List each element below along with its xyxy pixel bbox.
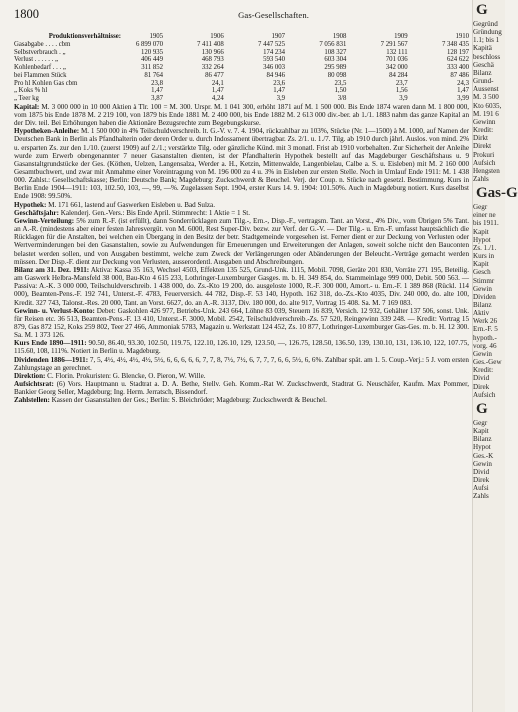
- entry-text: M. 1 500 000 in 4% Teilschuldverschreib. lt. G.-V. v. 7. 4. 1904, rückzahlbar zu 103%, Stücke (Nr. 1—1500) à M. 1000, auf Namen der Deutschen Bank in Berlin als Pfandhalterin oder deren Order u. durch Indossament übertragbar. Zs. 2/1. u. 1./7. Tilg. ab 1910 durch jährl. Auslos. von mind. 2% u. ersparten Zs. zur den 1./10. (zuerst 1909) auf 2./1.; verstärkte Tilg. oder gänzliche Künd. mit 3 monatl. Frist ab 1910 vorbehalten. Zur Sicherheit der Anleihe wurde zum Erwerb obengenannter 7 neuer Gasanstalten dienten, ist der Pfandhalterin Hypothek bestellt auf das Magdeburger Geschäftshaus u. 9 Gasanstaltgrundstücke der Ges. (Köthen, Uelzen, Langensalza, Werder a. H., Ketzin, Mittenwalde, Langenbielau, Calbe a. S. u. Eisleben) mit M. 2 160 000 Gesamtbuchwert, und zwar mit Anmahme einer Voreintragung von M. 196 000 zu 4 u. 3% in Eisleben zur ersten Stelle. Noch in Umlauf Ende 1911: M. 1 438 000. Zahlst.: Gesellschaftskasse; Berlin: Deutsche Bank; Magdeburg: Zuckschwerdt & Beuchel. Verj. der Coup. n. Stücke nach gesetzl. Bestimmung. Kurs in Berlin Ende 1904—1911: 103, 102.50, 103, —, 99, —%. Zugelassen Sept. 1904, erster Kurs 14. 9. 1904: 101.50%. Auch in Magdeburg notiert. Kurs daselbst Ende 1908: 99.50%.: [14, 127, 470, 201]
- stats-value-cell: 1,47: [457, 87, 469, 95]
- stats-value-cell: 81 764: [144, 71, 163, 79]
- entry-paragraph: [14, 103, 469, 127]
- page-number: 1800: [14, 7, 39, 21]
- stats-header-row: [14, 33, 469, 41]
- entry-paragraph: [14, 209, 469, 217]
- stats-value-cell: 23,8: [151, 79, 163, 87]
- entry-paragraph: [14, 380, 469, 396]
- adjacent-page-fragment: Grund-: [473, 77, 494, 86]
- stats-value-cell: 406 449: [141, 56, 163, 64]
- stats-value-cell: 7 056 831: [319, 40, 347, 48]
- adjacent-page-fragment: Aufsich: [473, 158, 496, 167]
- production-stats: [14, 33, 469, 103]
- adjacent-page-fragment: Direk: [473, 382, 490, 391]
- stats-value-cell: 7 447 525: [258, 40, 286, 48]
- adjacent-page-fragment: Kredit:: [473, 126, 494, 135]
- adjacent-page-fragment: Kurs in: [473, 252, 495, 261]
- adjacent-page-fragment: Gegr: [473, 203, 488, 212]
- stats-row-label: Gasabgabe . . . . cbm: [14, 40, 71, 48]
- adjacent-page-fragment: Gewin: [473, 284, 492, 293]
- stats-row: [14, 80, 469, 88]
- stats-value-cell: 4,24: [211, 95, 224, 102]
- entry-text: Kassen der Gasanstalten der Ges.; Berlin: S. Bleichröder; Magdeburg: Zuckschwerdt & Beuchel.: [51, 396, 327, 405]
- stats-value-cell: 624 622: [447, 56, 469, 64]
- stats-row-label: „ Teer kg: [14, 95, 39, 102]
- adjacent-page-fragment: Kapit: [473, 227, 489, 236]
- entry-paragraph: [14, 339, 469, 355]
- stats-value-cell: 128 197: [447, 48, 469, 56]
- entry-lead: Hypothek:: [14, 200, 47, 209]
- stats-row-label: bei Flammen Stück: [14, 71, 67, 79]
- entry-text: M. 3 000 000 in 10 000 Aktien à Tlr. 100 = M. 300. Urspr. M. 1 041 300, erhöht 1871 auf M. 1 500 000. Bis Ende 1874 waren dann M. 1 800 000, vom 1875 bis Ende 1878 M. 2 219 100, von 1879 bis Ende 1881 M. 2 400 000, bis Ende 1882 M. 2 613 000 div.-ber. ab 1./1. 1883 nahm das ganze Kapital an der Div. teil. Bei Erhöhungen haben die Aktionäre Bezugsrechte zum Begebungskurse.: [14, 102, 470, 128]
- stats-row-label: Verlust . . . . . . „: [14, 56, 58, 64]
- adjacent-page-fragment: M. 191 6: [473, 109, 499, 118]
- stats-row-label: Kohlenbedarf . . . „: [14, 64, 66, 71]
- year-cell: 1907: [271, 33, 286, 40]
- adjacent-page-fragment: Gewin: [473, 349, 492, 358]
- main-column: [14, 7, 470, 405]
- stats-value-cell: 3,87: [151, 95, 163, 102]
- entry-paragraph: [14, 127, 469, 200]
- stats-row-label: „ Koks % hl: [14, 87, 48, 95]
- stats-value-cell: 7 291 567: [380, 40, 408, 48]
- year-cell: 1906: [210, 33, 224, 40]
- stats-value-cell: 24,1: [211, 79, 224, 87]
- stats-value-cell: 23,6: [273, 79, 286, 87]
- stats-row: [14, 41, 469, 49]
- production-table: [14, 33, 469, 103]
- entry-paragraph: [14, 266, 469, 307]
- stats-value-cell: 87 486: [450, 71, 469, 79]
- adjacent-page-fragment: Ges.-K: [473, 451, 494, 460]
- year-cell: 1905: [149, 33, 163, 40]
- stats-row: [14, 95, 469, 103]
- adjacent-page-fragment: Zs. 1./1.: [473, 243, 497, 252]
- stats-value-cell: 108 327: [324, 48, 347, 56]
- stats-value-cell: 1,47: [151, 87, 163, 95]
- stats-value-cell: 132 111: [386, 48, 408, 56]
- stats-value-cell: 84 284: [389, 71, 408, 79]
- adjacent-page-fragment: Bilanz: [473, 68, 492, 77]
- adjacent-page-fragment: Werk 26: [473, 317, 498, 326]
- stats-row: [14, 72, 469, 80]
- adjacent-page-fragment: Prokuri: [473, 150, 495, 159]
- adjacent-page-fragment: Dividen: [473, 292, 496, 301]
- running-title: Gas-Gesellschaften.: [238, 10, 309, 20]
- adjacent-page-fragment: Gewinn: [473, 117, 496, 126]
- adjacent-page-fragment: Gegründ: [473, 20, 498, 28]
- entry-text: C. Florin. Prokuristen: G. Blencke, O. Pieron, W. Wille.: [47, 371, 206, 380]
- entry-lead: Dividenden 1886—1911:: [14, 355, 89, 364]
- entry-text: (6) Vors. Hauptmann u. Stadtrat a. D. A. Bethe, Stellv. Geh. Komm.-Rat W. Zuckschwerdt, Stadtrat G. Neuschäfer, Kaufm. Max Pommer, Bankier Georg Seller, Magdeburg; Ing. Herm. Jerratsch, Bissendorf.: [14, 380, 470, 397]
- entry-lead: Direktion:: [14, 371, 46, 380]
- adjacent-page-column: [472, 0, 518, 712]
- stats-value-cell: 1,56: [395, 87, 408, 95]
- entry-lead: Aufsichtsrat:: [14, 380, 54, 389]
- adjacent-page-fragment: Divid: [473, 374, 490, 383]
- stats-value-cell: 593 540: [263, 56, 286, 64]
- adjacent-page-fragment: Aktiv: [473, 309, 490, 318]
- stats-row: [14, 49, 469, 57]
- adjacent-page-fragment: Zahls: [473, 492, 489, 501]
- entry-paragraph: [14, 201, 469, 209]
- stats-value-cell: 3,9: [399, 95, 408, 102]
- adjacent-page-fragment: Aussenst: [473, 85, 499, 94]
- year-cell: 1909: [394, 33, 408, 40]
- entry-body: [14, 103, 469, 405]
- stats-value-cell: 7 348 435: [441, 40, 469, 48]
- entry-lead: Gewinn- u. Verlust-Konto:: [14, 306, 95, 315]
- stats-value-cell: 603 304: [324, 56, 347, 64]
- adjacent-page-fragment: Gesch: [473, 268, 491, 277]
- entry-text: M. 171 661, lastend auf Gaswerken Eisleben u. Bad Sulza.: [48, 200, 215, 209]
- entry-text: 7, 5, 4½, 4½, 4½, 4½, 5½, 6, 6, 6, 6, 6, 7, 7, 8, 7½, 7½, 6, 7, 7, 7, 6, 6, 5½, 6, 6%. Zahlbar spät. am 1. 5. Coup.-Verj.: 5 J. vom ersten Zahlungstage an gerechnet.: [14, 355, 469, 372]
- stats-row: [14, 56, 469, 64]
- adjacent-page-fragment: beschloss: [473, 52, 501, 61]
- stats-value-cell: 468 793: [201, 56, 224, 64]
- entry-paragraph: [14, 307, 469, 340]
- entry-lead: Kapital:: [14, 102, 40, 111]
- adjacent-page-fragment: Direkt: [473, 142, 492, 151]
- stats-value-cell: 23,7: [395, 79, 408, 87]
- adjacent-page-fragment: Zahls: [473, 174, 489, 183]
- adjacent-page-fragment: Aufsi: [473, 484, 489, 493]
- adjacent-page-fragment: hypoth.-: [473, 333, 497, 342]
- adjacent-page-fragment: Hypot: [473, 443, 491, 452]
- adjacent-page-fragment: Stimmr: [473, 276, 495, 285]
- stats-value-cell: 311 852: [141, 64, 163, 71]
- adjacent-page-fragment: Ern.-F. 5: [473, 325, 498, 334]
- entry-paragraph: [14, 372, 469, 380]
- adjacent-page-fragment: Bilanz: [473, 301, 492, 309]
- adjacent-page-fragment: Gründung: [473, 28, 502, 37]
- entry-lead: Zahlstellen:: [14, 396, 50, 405]
- adjacent-page-fragment: Aufsich: [473, 390, 496, 399]
- stats-heading: Produktionsverhältnisse:: [48, 33, 121, 40]
- stats-value-cell: 23,5: [334, 79, 347, 87]
- stats-value-cell: 24,3: [457, 79, 469, 87]
- adjacent-page-fragment: bis 1911.: [473, 219, 499, 228]
- adjacent-page-fragment: Hypot: [473, 235, 491, 244]
- adjacent-page-fragment: Kredit:: [473, 366, 494, 375]
- stats-value-cell: 333 400: [447, 64, 469, 71]
- adjacent-page-fragment: einer ne: [473, 211, 496, 220]
- stats-row-label: Selbstverbrauch . „: [14, 48, 66, 56]
- entry-paragraph: [14, 396, 469, 404]
- stats-value-cell: 342 000: [385, 64, 408, 71]
- adjacent-page-fragment: Direk: [473, 475, 490, 484]
- stats-value-cell: 3,9: [276, 95, 286, 102]
- stats-value-cell: 174 234: [263, 48, 286, 56]
- stats-value-cell: 3,99: [457, 95, 469, 102]
- stats-value-cell: 120 935: [141, 48, 163, 56]
- entry-text: 5% zum R.-F. (ist erfüllt), dann Sonderrücklagen zum Tilg.-, Ern.-, Disp.-F., vertragsm. Tant. an Vorst., 4% Div., vom Übrigen 5% Tant. an A.-R. (mindestens aber einer festen Jahresvergüt. von M. 6000, Rest Super-Div. bezw. zur Verf. der G.-V. — Der Tilg.- u. Ern.-F. umfasst hauptsächlich die Rücklagen für die Anstalten, bei welchen ein Übergang in den Besitz der betr. Stadtgemeinde vorgesehen ist. Ferner dient er zur Deckung von Verlusten oder Wertverminderungen bei den Gasanstalten, sowie zu Aufwendungen für Erneuerungen und Erweiterungen der Anlagen, soweit solche nicht den Bauconten belastet werden sollen, und von Ausgaben bestimmt, welche zum Zweck der Verlängerungen oder Abänderungen der Beleucht.-Verträge gemacht werden müssen. Der Disp.-F. dient zur Deckung von Verlusten, ausserordentl. Ausgaben und Abschreibungen.: [14, 216, 469, 266]
- page-header: [14, 7, 469, 32]
- stats-value-cell: 701 036: [385, 56, 408, 64]
- adjacent-page-fragment: Kapit: [473, 427, 489, 436]
- stats-value-cell: 295 989: [324, 64, 347, 71]
- adjacent-page-fragment: Kapit: [473, 260, 489, 269]
- stats-value-cell: 3/8: [337, 95, 347, 102]
- entry-text: Debet: Gaskohlen 426 977, Betriebs-Unk. 243 664, Löhne 83 039, Steuern 16 839, Versich. 12 932, Gehälter 137 506, sonst. Unk. für Reisen etc. 36 513, Beamten-Pens.-F. 13 410, Unterst.-F. 3000, Mobil. 2542, Teilschuldverschreib.-Zs. 57 520, Reingewinn 339 248. — Kredit: Vortrag 15 879, Gas 872 152, Koks 259 802, Teer 27 466, Ammoniak 5783, Magazin u. Werkstatt 124 452, Zs. 10 877, Lothringer-Luxemburger Gas-Ges. m. b. H. 12 300. Sa. M. 1 373 126.: [14, 306, 469, 340]
- entry-lead: Kurs Ende 1890—1911:: [14, 339, 87, 348]
- adjacent-page-fragment: Kapitä: [473, 44, 492, 53]
- stats-value-cell: 130 966: [201, 48, 224, 56]
- entry-lead: Geschäftsjahr:: [14, 208, 59, 217]
- stats-value-cell: 6 899 070: [135, 40, 163, 48]
- entry-lead: Gewinn-Verteilung:: [14, 216, 75, 225]
- year-cell: 1908: [332, 33, 347, 40]
- adjacent-page-fragment: G: [476, 2, 488, 18]
- adjacent-page-fragment: Divid: [473, 467, 490, 476]
- year-cell: 1910: [455, 33, 469, 40]
- adjacent-page-fragment: Kto 6035,: [473, 101, 502, 110]
- entry-text: 90.50, 86.40, 93.30, 102.50, 119.75, 122.10, 126.10, 129, 123.50, —, 126.75, 128.50, 136.50, 139, 130.10, 131, 136.10, 122, 107.75, 115.60, 108, 111%. Notiert in Berlin u. Magdeburg.: [14, 339, 470, 356]
- stats-row-label: Pro hl Kohlen Gas cbm: [14, 79, 78, 87]
- adjacent-page-fragment: Hengsten: [473, 166, 500, 175]
- adjacent-page-fragment: Gegr: [473, 418, 488, 427]
- adjacent-page-fragment: G: [476, 400, 488, 417]
- adjacent-page-fragment: 1.1; bis 1: [473, 36, 500, 45]
- stats-value-cell: 1,47: [211, 87, 224, 95]
- adjacent-page-fragment: Geschä: [473, 60, 494, 69]
- stats-value-cell: 7 411 408: [196, 40, 224, 48]
- stats-value-cell: 80 098: [327, 71, 347, 79]
- adjacent-page-fragment: Ges.-Gew: [473, 358, 502, 367]
- stats-value-cell: 332 264: [201, 64, 224, 71]
- entry-lead: Bilanz am 31. Dez. 1911:: [14, 265, 90, 274]
- stats-row: [14, 64, 469, 72]
- entry-lead: Hypotheken-Anleihe:: [14, 127, 80, 136]
- stats-value-cell: 1,47: [273, 87, 286, 95]
- stats-value-cell: 346 003: [263, 64, 286, 71]
- adjacent-page-fragment: Bilanz: [473, 435, 492, 444]
- entry-text: Aktiva: Kassa 35 163, Wechsel 4503, Effekten 135 525, Grund-Unk. 1115, Mobil. 7098, Geräte 201 830, Vorräte 271 195, Beteilig. am Gaswerk Helbra-Mansfeld 38 000, Bau-Kto 4 615 233, Lothringer-Luxemburger Gasges. m. b. H. 349 854, do. Stammeinlage 999 000, Debit. 500 563. — Passiva: A.-K. 3 000 000, Teilschuldverschreib. 1 438 000, do. Zs.-Kto 19 200, do. ausgeloste 1000, R.-F. 300 000, Amort.- u. Ern.-F. 1 389 868 (Rückl. 114 000), Beamten-Pens.-F. 192 741, Unterst.-F. 4783, Feuerversich. 44 782, Disp.-F. 53 140, Hypoth. 162 318, do.-Zs.-Kto 4035, Div. 240 000, do. alte 100, Kredit. 327 743, Talonst.-Res. 20 000, Tant. an Vorst. 6627, do. an A.-R. 3137, Div. 180 000, do. alte 917, Vortrag 15 408. Sa. M. 7 169 083.: [14, 265, 469, 307]
- entry-paragraph: [14, 217, 469, 266]
- entry-paragraph: [14, 356, 469, 372]
- entry-text: Kalenderj. Gen.-Vers.: Bis Ende April. Stimmrecht: 1 Aktie = 1 St.: [60, 208, 251, 217]
- stats-value-cell: 1,50: [334, 87, 347, 95]
- adjacent-page-fragment: Gas-G: [476, 185, 518, 202]
- stats-value-cell: 86 477: [205, 71, 224, 79]
- adjacent-page-fragment: Dirkt: [473, 134, 488, 143]
- stats-value-cell: 84 946: [266, 71, 286, 79]
- adjacent-page-fragment: M. 3 500: [473, 93, 499, 102]
- adjacent-page-fragment: vorg. 46: [473, 341, 497, 350]
- stats-row: [14, 87, 469, 95]
- adjacent-page-fragment: Gewin: [473, 459, 492, 468]
